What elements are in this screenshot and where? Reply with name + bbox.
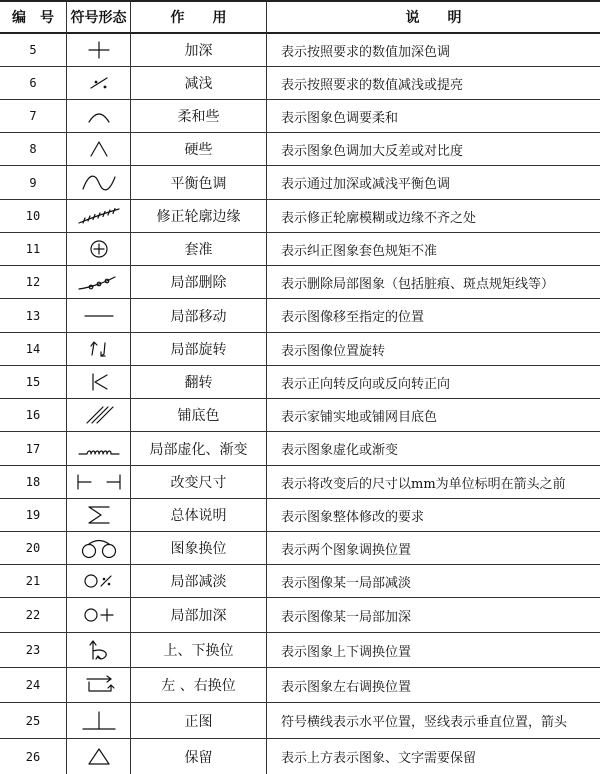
row-function: 套准 (130, 233, 266, 265)
row-function: 改变尺寸 (130, 466, 266, 498)
row-function: 图象换位 (130, 532, 266, 564)
table-row (0, 332, 600, 365)
row-num: 15 (25, 375, 41, 389)
table-header (0, 0, 600, 34)
row-num: 5 (29, 43, 37, 57)
row-description: 表示图象色调要柔和 (266, 100, 600, 132)
row-num: 17 (25, 441, 41, 456)
table-row (0, 132, 600, 165)
row-description: 表示按照要求的数值加深色调 (266, 34, 600, 66)
row-num: 24 (25, 678, 41, 692)
horizontal-line-icon (75, 304, 123, 328)
hatched-stroke-icon (75, 204, 123, 228)
row-symbol (66, 565, 130, 597)
row-symbol (66, 166, 130, 199)
table-row (0, 165, 600, 199)
two-circles-arc-icon (75, 536, 123, 560)
row-num: 9 (29, 175, 37, 190)
row-num: 18 (25, 475, 41, 489)
row-symbol (66, 34, 130, 66)
row-function: 正图 (130, 703, 266, 738)
row-symbol (66, 598, 130, 632)
row-num: 26 (25, 749, 41, 764)
row-function: 翻转 (130, 366, 266, 398)
row-description: 表示正向转反向或反向转正向 (266, 366, 600, 398)
table-row (0, 531, 600, 564)
row-description: 表示删除局部图象（包括脏痕、斑点规矩线等） (266, 266, 600, 298)
diagonal-lines-icon (75, 403, 123, 427)
row-num: 19 (25, 508, 41, 522)
row-symbol (66, 133, 130, 165)
row-description: 表示图像某一局部减淡 (266, 565, 600, 597)
row-function: 加深 (130, 34, 266, 66)
row-description: 表示图象上下调换位置 (266, 633, 600, 667)
row-num: 25 (25, 713, 41, 728)
header-function: 作 用 (130, 2, 266, 32)
flip-icon (75, 370, 123, 394)
row-function: 铺底色 (130, 399, 266, 431)
row-num: 16 (25, 408, 41, 422)
row-symbol (66, 499, 130, 531)
caret-icon (75, 137, 123, 161)
row-num: 12 (25, 275, 41, 289)
row-function: 硬些 (130, 133, 266, 165)
row-function: 上、下换位 (130, 633, 266, 667)
row-description: 表示家铺实地或铺网目底色 (266, 399, 600, 431)
row-symbol (66, 633, 130, 667)
row-symbol (66, 67, 130, 99)
row-description: 表示纠正图象套色规矩不准 (266, 233, 600, 265)
row-description: 符号横线表示水平位置，竖线表示垂直位置，箭头 (266, 703, 600, 738)
row-description: 表示图象左右调换位置 (266, 668, 600, 702)
header-num: 编 号 (12, 10, 54, 26)
table-row (0, 597, 600, 632)
row-function: 修正轮廓边缘 (130, 200, 266, 232)
row-symbol (66, 703, 130, 738)
size-marks-icon (75, 470, 123, 494)
row-num: 7 (29, 109, 37, 123)
row-function: 局部加深 (130, 598, 266, 632)
table-row (0, 465, 600, 498)
plus-icon (75, 38, 123, 62)
row-num: 23 (25, 643, 41, 657)
table-row (0, 398, 600, 431)
loops-line-icon (75, 437, 123, 461)
table-row (0, 738, 600, 774)
table-row (0, 34, 600, 66)
table-row (0, 702, 600, 738)
row-symbol (66, 532, 130, 564)
row-description: 表示图象色调加大反差或对比度 (266, 133, 600, 165)
table-row (0, 298, 600, 332)
row-num: 11 (25, 242, 41, 256)
row-symbol (66, 299, 130, 332)
row-function: 局部减淡 (130, 565, 266, 597)
row-function: 局部移动 (130, 299, 266, 332)
swap-horizontal-icon (75, 673, 123, 697)
table-row (0, 232, 600, 265)
perpendicular-icon (75, 709, 123, 733)
table-row (0, 667, 600, 702)
row-num: 13 (25, 308, 41, 323)
row-num: 21 (25, 574, 41, 588)
row-num: 10 (25, 209, 41, 223)
row-function: 柔和些 (130, 100, 266, 132)
row-function: 平衡色调 (130, 166, 266, 199)
table-row (0, 365, 600, 398)
row-symbol (66, 432, 130, 465)
header-description: 说 明 (266, 2, 600, 32)
table-row (0, 564, 600, 597)
row-symbol (66, 200, 130, 232)
loop-stroke-icon (75, 270, 123, 294)
swap-vertical-icon (75, 638, 123, 662)
table-row (0, 265, 600, 298)
row-symbol (66, 399, 130, 431)
row-description: 表示图像某一局部加深 (266, 598, 600, 632)
table-row (0, 632, 600, 667)
row-description: 表示上方表示图象、文字需要保留 (266, 739, 600, 774)
row-function: 减浅 (130, 67, 266, 99)
row-function: 局部虚化、渐变 (130, 432, 266, 465)
row-description: 表示通过加深或减浅平衡色调 (266, 166, 600, 199)
row-symbol (66, 739, 130, 774)
row-description: 表示图象虚化或渐变 (266, 432, 600, 465)
arc-icon (75, 104, 123, 128)
row-function: 局部删除 (130, 266, 266, 298)
row-symbol (66, 333, 130, 365)
row-function: 局部旋转 (130, 333, 266, 365)
row-symbol (66, 100, 130, 132)
triangle-icon (75, 745, 123, 769)
row-function: 总体说明 (130, 499, 266, 531)
circle-plus-side-icon (75, 603, 123, 627)
table-row (0, 431, 600, 465)
sine-wave-icon (75, 171, 123, 195)
circle-plus-icon (75, 237, 123, 261)
row-num: 6 (29, 76, 37, 90)
header-symbol: 符号形态 (66, 2, 130, 32)
row-symbol (66, 266, 130, 298)
row-symbol (66, 668, 130, 702)
table-row (0, 199, 600, 232)
row-symbol (66, 233, 130, 265)
row-description: 表示图象整体修改的要求 (266, 499, 600, 531)
row-description: 表示两个图象调换位置 (266, 532, 600, 564)
row-description: 表示将改变后的尺寸以mm为单位标明在箭头之前 (266, 466, 600, 498)
sigma-icon (75, 503, 123, 527)
slash-dots-icon (75, 71, 123, 95)
row-num: 22 (25, 608, 41, 622)
row-symbol (66, 366, 130, 398)
table-row (0, 99, 600, 132)
row-description: 表示图像位置旋转 (266, 333, 600, 365)
row-num: 20 (25, 541, 41, 555)
row-symbol (66, 466, 130, 498)
table-row (0, 498, 600, 531)
circle-slash-icon (75, 569, 123, 593)
table-row (0, 66, 600, 99)
row-function: 保留 (130, 739, 266, 774)
row-num: 14 (25, 342, 41, 356)
row-num: 8 (29, 142, 37, 156)
row-function: 左 、右换位 (130, 668, 266, 702)
row-description: 表示图像移至指定的位置 (266, 299, 600, 332)
row-description: 表示修正轮廓模糊或边缘不齐之处 (266, 200, 600, 232)
row-description: 表示按照要求的数值减浅或提亮 (266, 67, 600, 99)
table-body (0, 34, 600, 774)
rotate-arrows-icon (75, 337, 123, 361)
